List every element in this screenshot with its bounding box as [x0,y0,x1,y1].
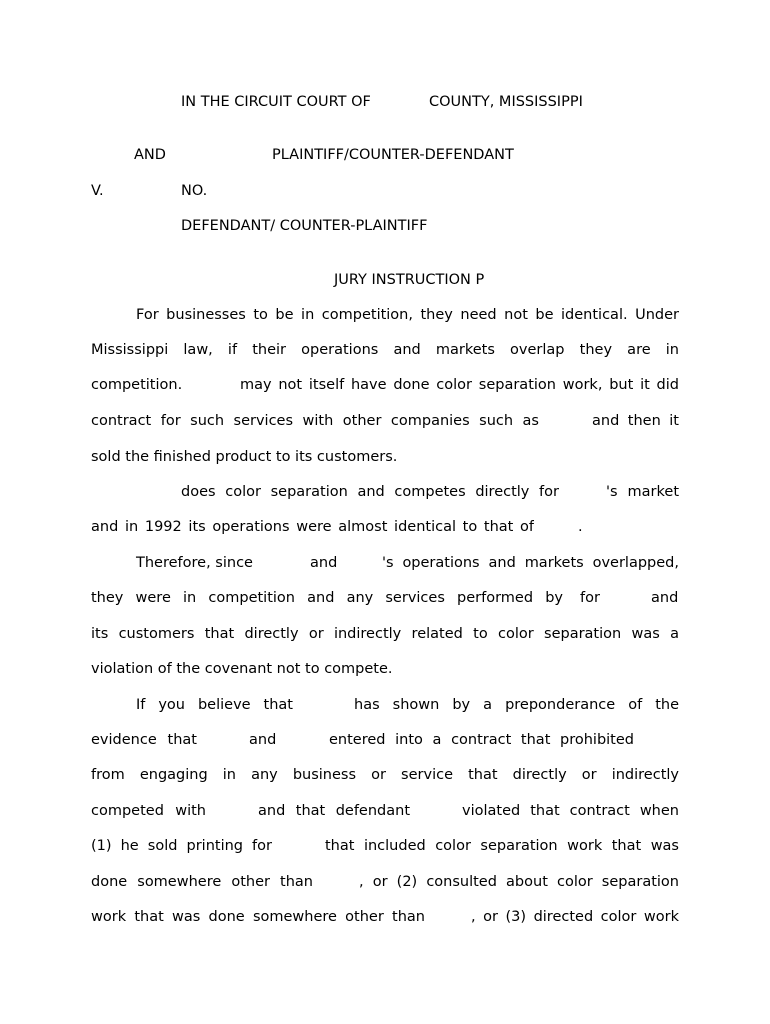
body-line: competed with [91,803,206,819]
body-line: and in 1992 its operations were almost identical to that of [91,519,534,535]
body-line: and that defendant [258,803,410,819]
body-line: and [249,732,277,748]
body-line: that included color separation work that was [325,838,679,854]
body-line: , or (3) directed color work [471,909,679,925]
body-line: . [578,519,583,535]
defendant-role: DEFENDANT/ COUNTER-PLAINTIFF [181,218,428,234]
body-line: work that was done somewhere other than [91,909,425,925]
body-line: , or (2) consulted about color separation [359,874,679,890]
body-line: competition. [91,377,183,393]
body-line: entered into a contract that prohibited [329,732,634,748]
body-line: If you believe that [136,697,293,713]
body-line: evidence that [91,732,197,748]
county-name: COUNTY, MISSISSIPPI [429,94,583,110]
body-line: may not itself have done color separation work, but it did [240,377,679,393]
body-line: 's market [606,484,679,500]
instruction-title: JURY INSTRUCTION P [334,272,485,288]
body-line: from engaging in any business or service that directly or indirectly [91,767,679,783]
body-line: for [580,590,600,606]
and-label: AND [134,147,166,163]
body-line: and [310,555,338,571]
body-line: (1) he sold printing for [91,838,272,854]
body-line: Therefore, since [136,555,253,571]
body-line: its customers that directly or indirectly related to color separation was a [91,626,679,642]
body-line: does color separation and competes directly for [181,484,559,500]
body-line: 's operations and markets overlapped, [382,555,679,571]
body-line: violated that contract when [462,803,679,819]
versus-label: V. [91,183,104,199]
body-line: and then it [592,413,679,429]
body-line: sold the finished product to its customers. [91,449,398,465]
court-name: IN THE CIRCUIT COURT OF [181,94,371,110]
body-line: violation of the covenant not to compete. [91,661,393,677]
body-line: Mississippi law, if their operations and markets overlap they are in [91,342,679,358]
body-line: For businesses to be in competition, they need not be identical. Under [136,307,679,323]
body-line: done somewhere other than [91,874,313,890]
plaintiff-role: PLAINTIFF/COUNTER-DEFENDANT [272,147,514,163]
case-number-label: NO. [181,183,208,199]
body-line: and [651,590,679,606]
body-line: they were in competition and any services performed by [91,590,563,606]
body-line: contract for such services with other companies such as [91,413,539,429]
body-line: has shown by a preponderance of the [354,697,679,713]
